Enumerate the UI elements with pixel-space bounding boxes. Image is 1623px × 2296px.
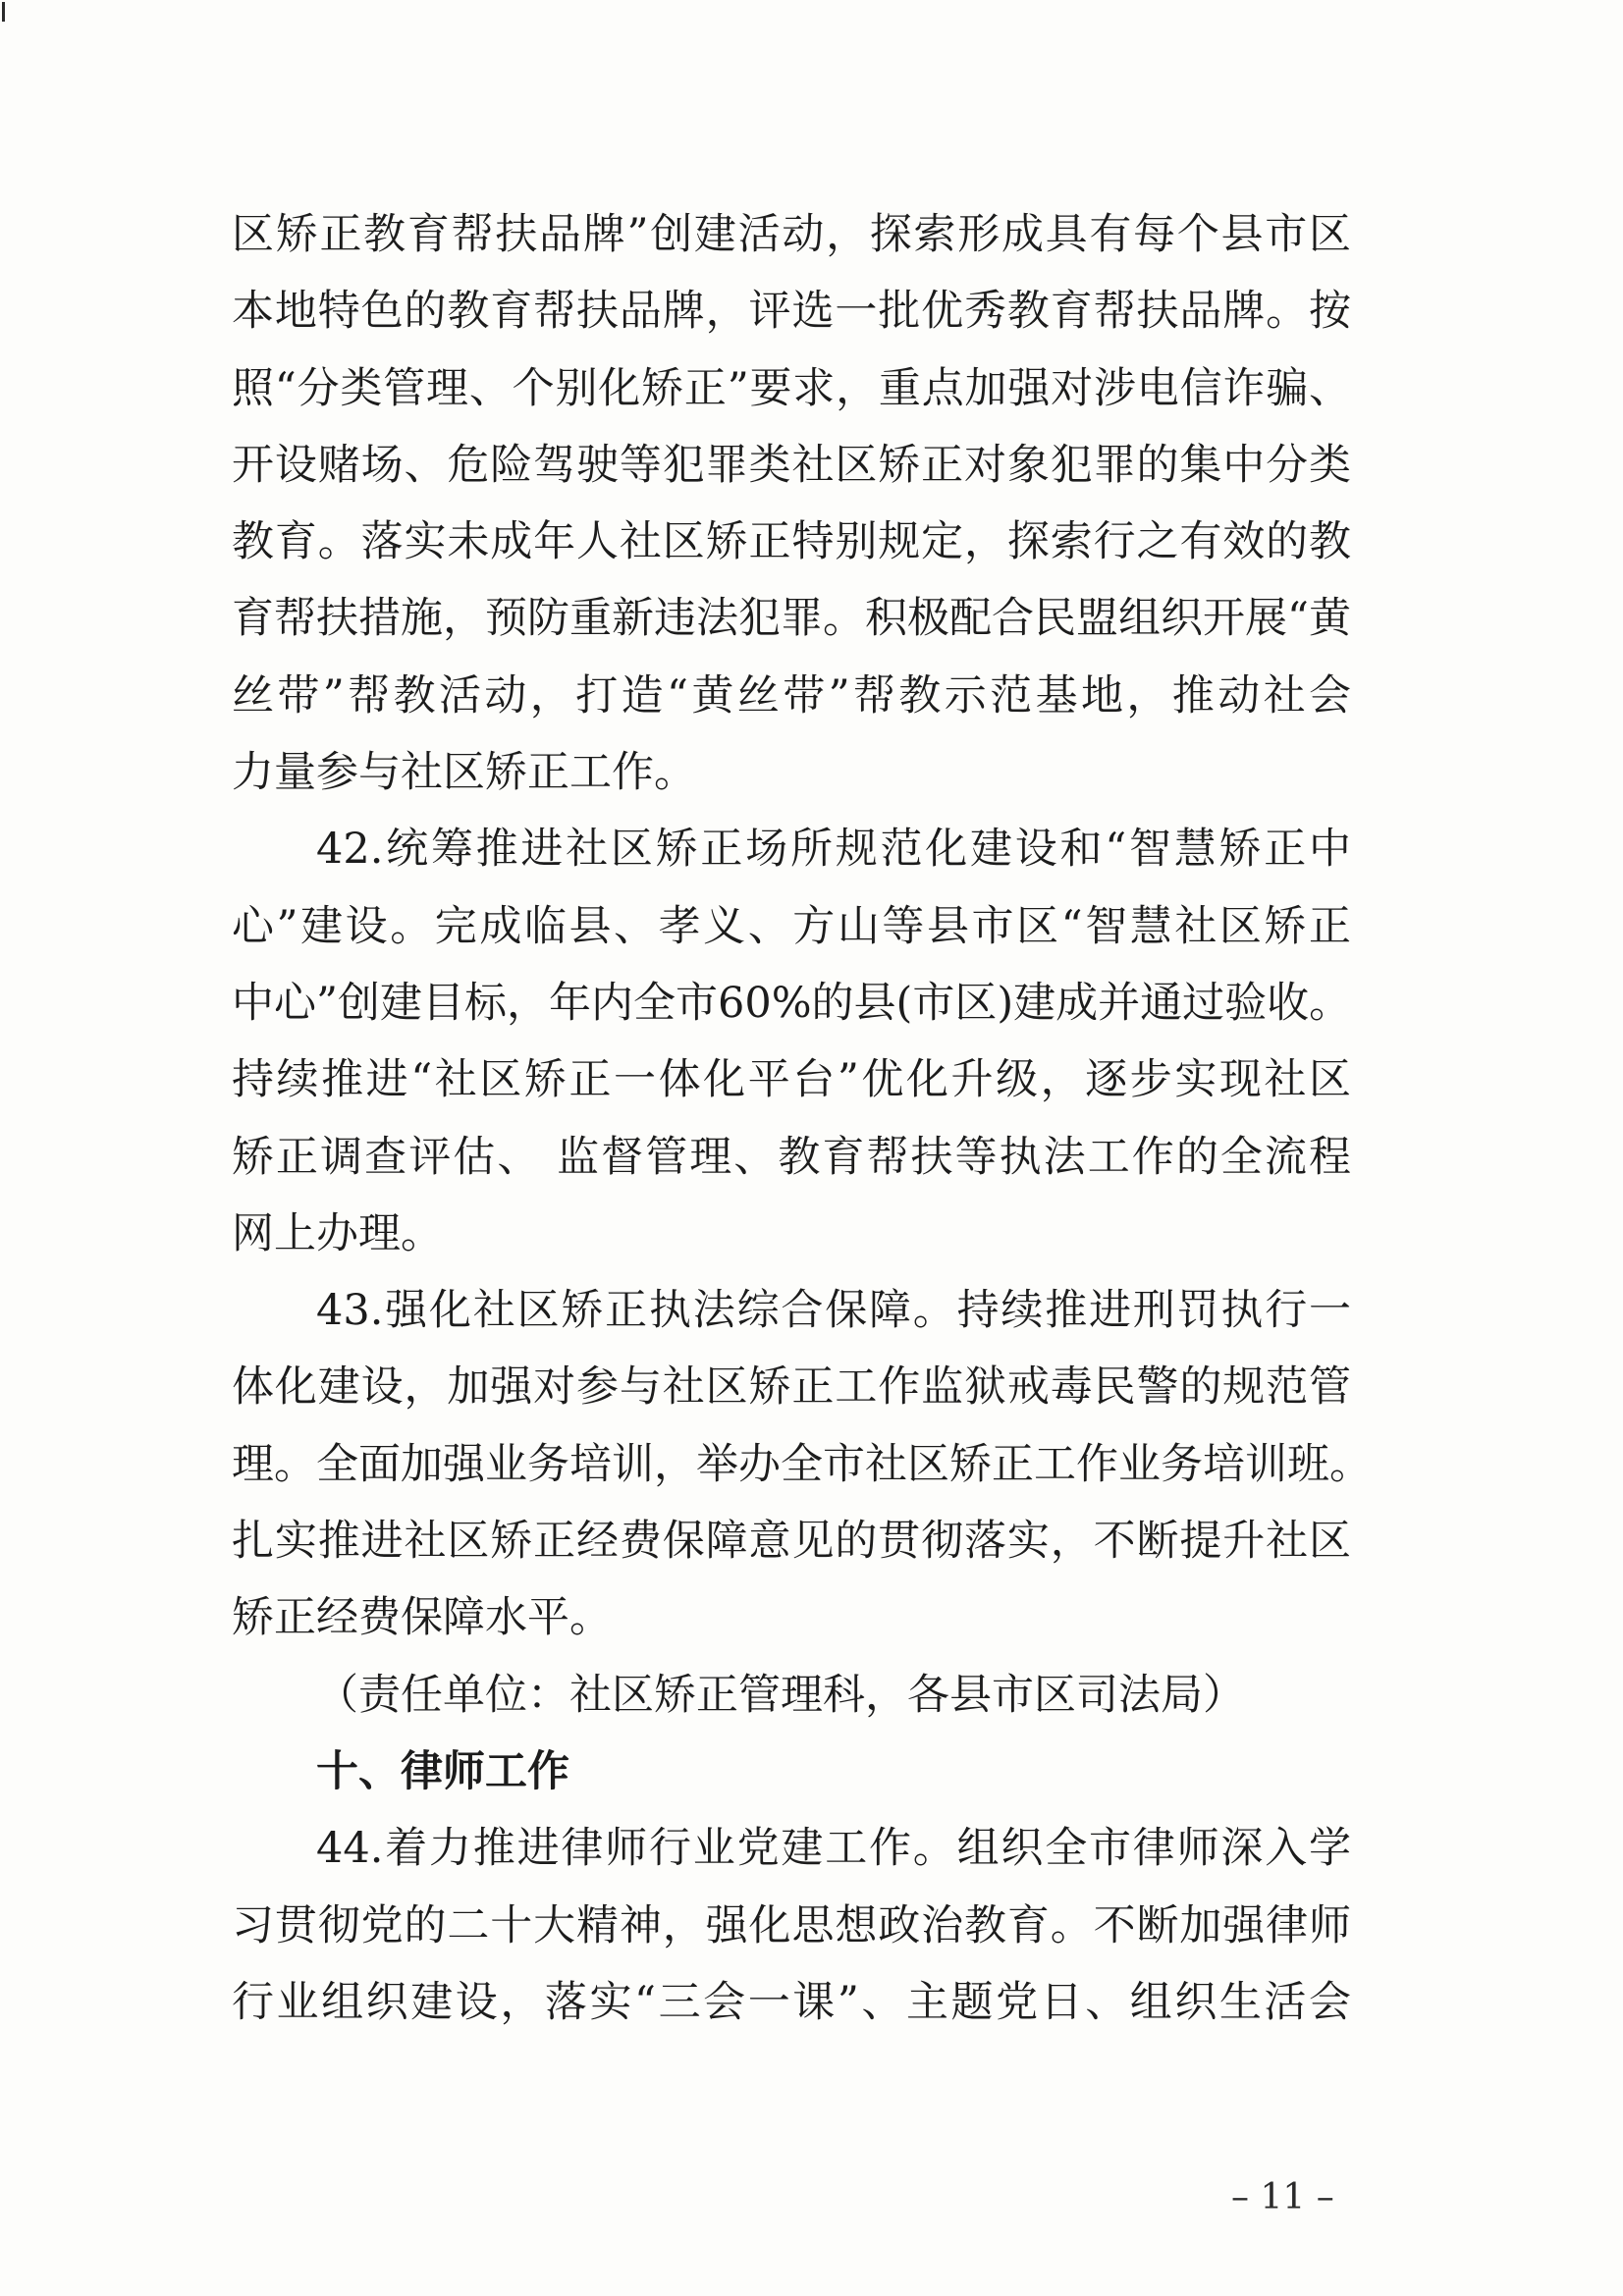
paragraph-line: 本地特色的教育帮扶品牌，评选一批优秀教育帮扶品牌。按 bbox=[232, 287, 1351, 337]
paragraph-line: 矫正调查评估、 监督管理、教育帮扶等执法工作的全流程 bbox=[232, 1132, 1351, 1182]
paragraph-line: 习贯彻党的二十大精神，强化思想政治教育。不断加强律师 bbox=[232, 1900, 1351, 1950]
paragraph-line: 行业组织建设，落实“三会一课”、主题党日、组织生活会 bbox=[232, 1977, 1351, 2027]
paragraph-line: 持续推进“社区矫正一体化平台”优化升级，逐步实现社区 bbox=[232, 1055, 1351, 1105]
paragraph-line: 中心”创建目标，年内全市60%的县(市区)建成并通过验收。 bbox=[232, 978, 1352, 1028]
responsible-units-note: （责任单位：社区矫正管理科，各县市区司法局） bbox=[316, 1670, 1245, 1720]
scan-edge-mark bbox=[2, 2, 5, 22]
paragraph-line: 网上办理。 bbox=[232, 1208, 443, 1258]
paragraph-line: 矫正经费保障水平。 bbox=[232, 1593, 612, 1643]
paragraph-line: 区矫正教育帮扶品牌”创建活动，探索形成具有每个县市区 bbox=[232, 210, 1351, 259]
body-text bbox=[232, 196, 1372, 2041]
paragraph-start-43: 43.强化社区矫正执法综合保障。持续推进刑罚执行一 bbox=[316, 1286, 1351, 1336]
paragraph-line: 扎实推进社区矫正经费保障意见的贯彻落实，不断提升社区 bbox=[232, 1517, 1351, 1567]
paragraph-line: 育帮扶措施，预防重新违法犯罪。积极配合民盟组织开展“黄 bbox=[232, 594, 1351, 644]
paragraph-line: 体化建设，加强对参与社区矫正工作监狱戒毒民警的规范管 bbox=[232, 1362, 1351, 1413]
paragraph-line: 照“分类管理、个别化矫正”要求，重点加强对涉电信诈骗、 bbox=[232, 363, 1351, 413]
page-number: – 11 – bbox=[1231, 2177, 1334, 2217]
paragraph-line: 理。全面加强业务培训，举办全市社区矫正工作业务培训班。 bbox=[232, 1439, 1372, 1489]
paragraph-start-42: 42.统筹推进社区矫正场所规范化建设和“智慧矫正中 bbox=[316, 825, 1351, 875]
paragraph-line: 心”建设。完成临县、孝义、方山等县市区“智慧社区矫正 bbox=[232, 901, 1351, 951]
paragraph-line: 开设赌场、危险驾驶等犯罪类社区矫正对象犯罪的集中分类 bbox=[232, 440, 1351, 490]
section-heading-lawyer-work: 十、律师工作 bbox=[316, 1746, 569, 1796]
paragraph-line: 教育。落实未成年人社区矫正特别规定，探索行之有效的教 bbox=[232, 517, 1351, 567]
paragraph-start-44: 44.着力推进律师行业党建工作。组织全市律师深入学 bbox=[316, 1824, 1351, 1874]
paragraph-line: 丝带”帮教活动，打造“黄丝带”帮教示范基地，推动社会 bbox=[232, 670, 1351, 721]
paragraph-line: 力量参与社区矫正工作。 bbox=[232, 748, 696, 798]
